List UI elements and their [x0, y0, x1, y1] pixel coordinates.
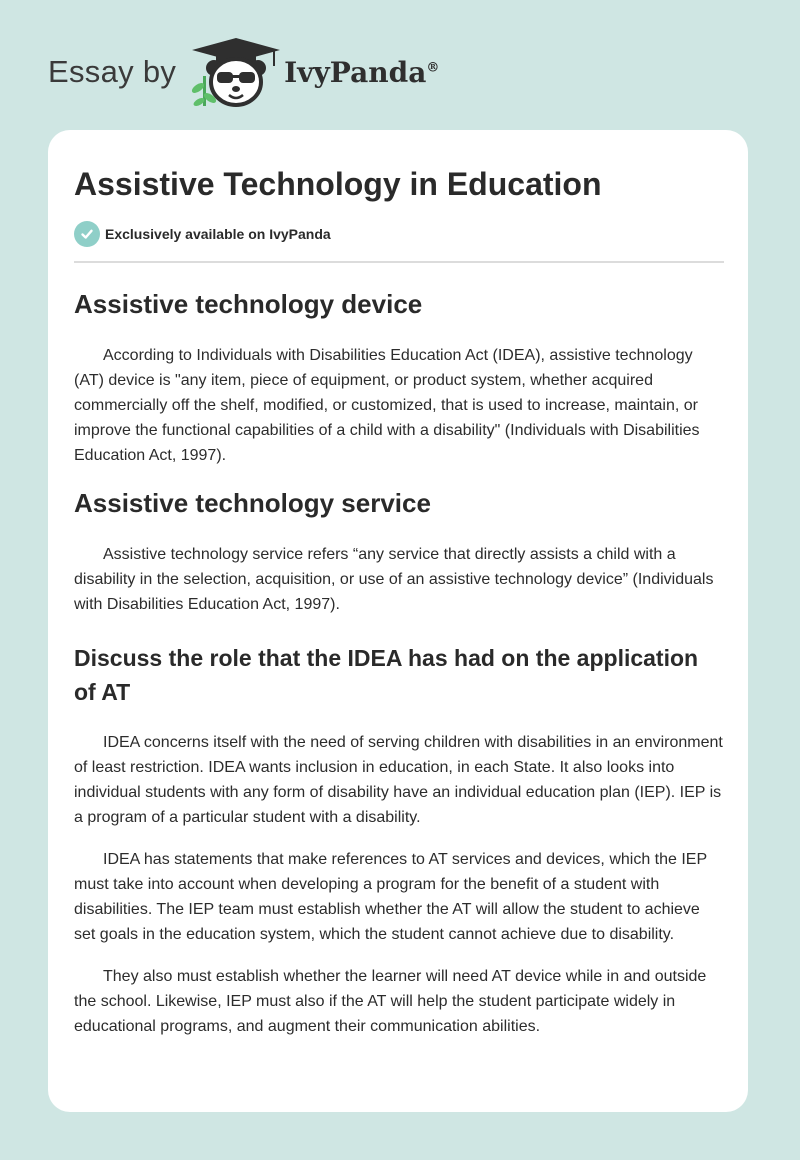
brand-logo[interactable] — [48, 36, 439, 108]
paragraph: IDEA concerns itself with the need of serving children with disabilities in an environment of least restriction. IDEA wants inclusion in education, in each State. It also looks into individual students with any form of disability have an individual education plan (IEP). IEP is a program of a particular student with a disability. — [74, 734, 723, 826]
section-heading-device: Assistive technology device — [74, 289, 423, 319]
paragraph: According to Individuals with Disabilities Education Act (IDEA), assistive technology (AT) device is "any item, piece of equipment, or product system, whether acquired commercially off the shelf, modified, or customized, that is used to increase, maintain, or improve the functional capabilities of a child with a disability" (Individuals with Disabilities Education Act, 1997). — [74, 347, 700, 464]
section-heading-service: Assistive technology service — [74, 488, 431, 518]
paragraph: IDEA has statements that make references to AT services and devices, which the IEP must take into account when developing a program for the benefit of a student with disabilities. The IEP team must establish whether the AT will allow the student to achieve set goals in the education system, which the student cannot achieve due to disability. — [74, 851, 707, 943]
page-title: Assistive Technology in Education — [74, 166, 602, 202]
section-heading-idea-role: Discuss the role that the IDEA has had on the application of AT — [74, 645, 699, 705]
exclusive-badge — [74, 221, 724, 247]
paragraph: Assistive technology service refers “any service that directly assists a child with a disability in the selection, acquisition, or use of an assistive technology device” (Individuals with Disabilities Education Act, 1997). — [74, 546, 714, 613]
divider — [74, 261, 724, 263]
paragraph: They also must establish whether the learner will need AT device while in and outside the school. Likewise, IEP must also if the AT will help the student participate widely in educational programs, and augment their communication abilities. — [74, 968, 707, 1035]
brand-name: IvyPanda® — [284, 55, 440, 89]
panda-graduate-icon — [190, 36, 282, 108]
checkmark-circle-icon — [74, 221, 100, 247]
essay-card — [48, 130, 748, 1112]
brand-prefix: Essay by — [48, 54, 177, 89]
badge-text: Exclusively available on IvyPanda — [105, 226, 331, 242]
essay-content — [74, 164, 724, 1039]
